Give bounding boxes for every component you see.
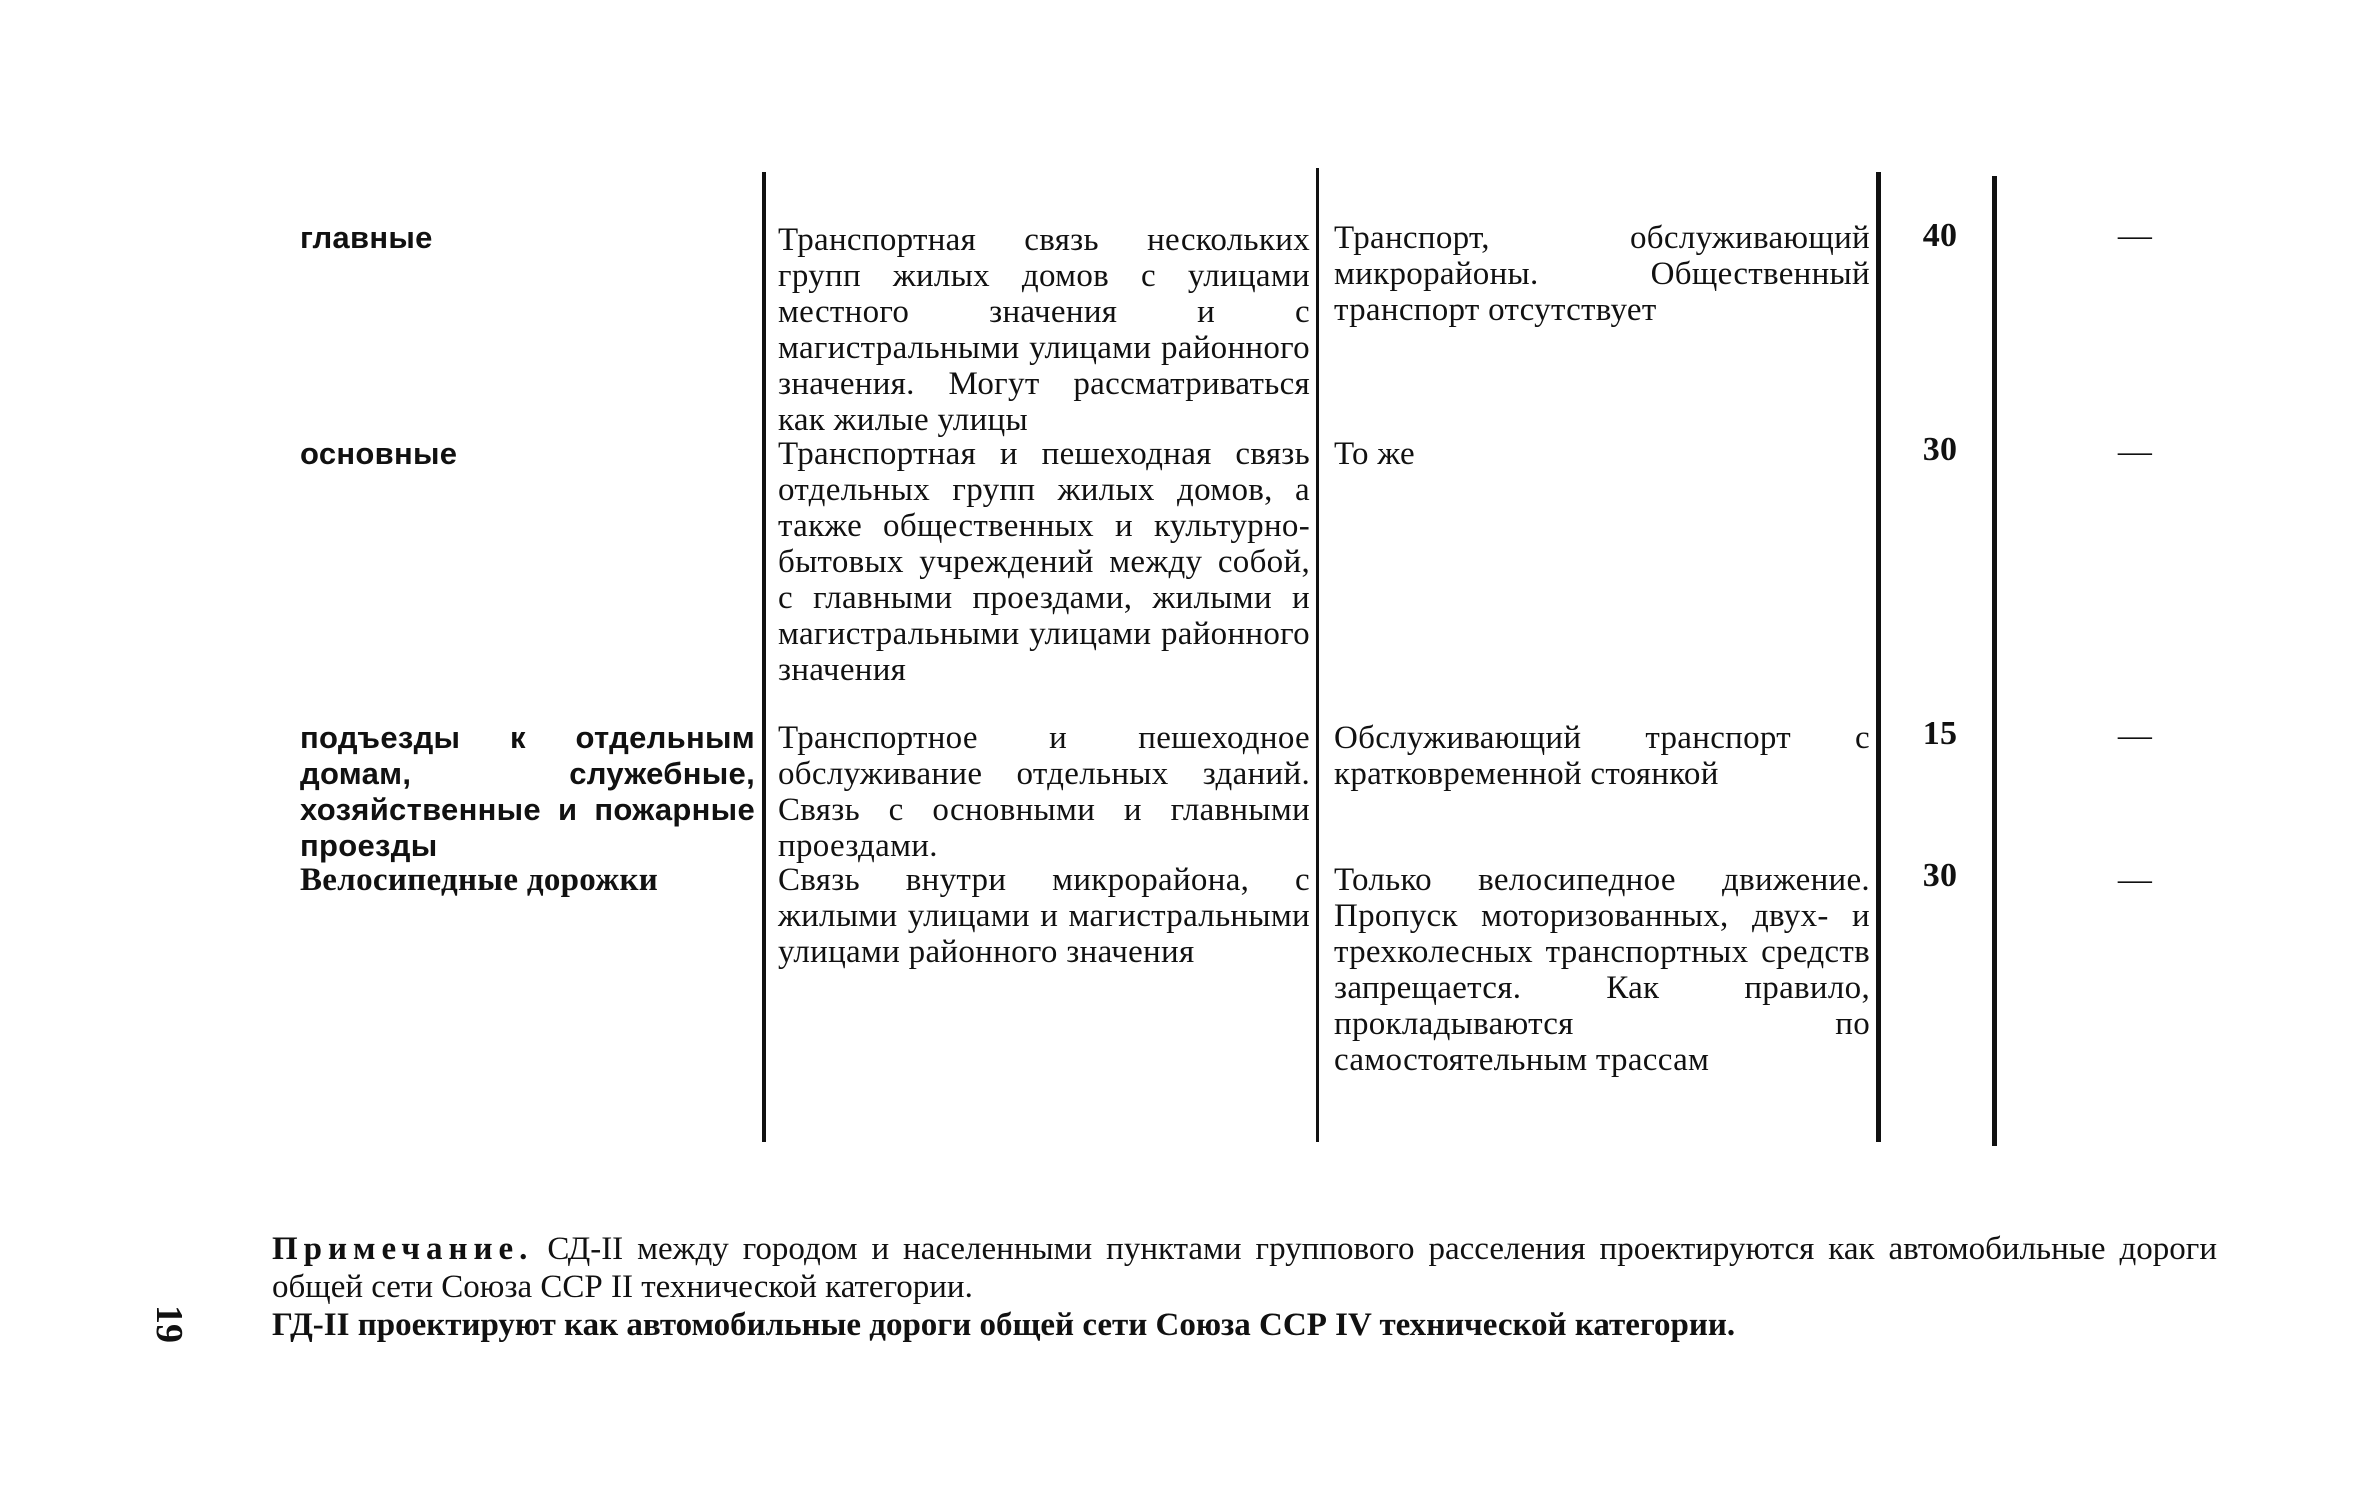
extra-cell: — <box>2117 433 2153 470</box>
traffic-cell: Обслуживающий транспорт с кратковременной стоянкой <box>1334 720 1870 792</box>
extra-cell: — <box>2117 217 2153 254</box>
extra-cell: — <box>2117 861 2153 898</box>
purpose-cell: Транспортная и пешеходная связь отдельных групп жилых домов, а также общественных и культурно-бытовых учреждений между собой, с главными проездами, жилыми и магистральными улицами районного значения <box>778 436 1310 688</box>
category-cell: основные <box>300 436 458 471</box>
note-label: Примечание. <box>272 1231 534 1267</box>
column-rule <box>1316 168 1319 1142</box>
speed-cell: 40 <box>1922 217 1958 254</box>
note-text: СД-II между городом и населенными пунктами группового расселения проектируются как автомобильные дороги общей сети Союза ССР II технической категории. <box>272 1231 2217 1305</box>
extra-cell: — <box>2117 717 2153 754</box>
speed-cell: 15 <box>1922 715 1958 752</box>
purpose-cell: Связь внутри микрорайона, с жилыми улицами и магистральными улицами районного значения <box>778 862 1310 970</box>
category-cell: Велосипедные дорожки <box>300 862 659 898</box>
column-rule <box>762 172 766 1142</box>
note-paragraph <box>272 1230 2217 1306</box>
page-number: 19 <box>148 1305 190 1343</box>
category-cell: подъезды к отдельным домам, служебные, хозяйственные и пожарные проезды <box>300 720 755 863</box>
column-rule <box>1992 176 1997 1146</box>
traffic-cell: То же <box>1334 436 1415 472</box>
column-rule <box>1876 172 1881 1142</box>
traffic-cell: Только велосипедное движение. Пропуск моторизованных, двух- и трехколесных транспортных средств запрещается. Как правило, прокладываются по самостоятельным трассам <box>1334 862 1870 1078</box>
purpose-cell: Транспортное и пешеходное обслуживание отдельных зданий. Связь с основными и главными проездами. <box>778 720 1310 864</box>
speed-cell: 30 <box>1922 857 1958 894</box>
note-paragraph: ГД-II проектируют как автомобильные дороги общей сети Союза ССР IV технической категории. <box>272 1307 1736 1343</box>
purpose-cell: Транспортная связь нескольких групп жилых домов с улицами местного значения и с магистральными улицами районного значения. Могут рассматриваться как жилые улицы <box>778 222 1310 438</box>
traffic-cell: Транспорт, обслуживающий микрорайоны. Общественный транспорт отсутствует <box>1334 220 1870 328</box>
speed-cell: 30 <box>1922 431 1958 468</box>
category-cell: главные <box>300 220 433 255</box>
